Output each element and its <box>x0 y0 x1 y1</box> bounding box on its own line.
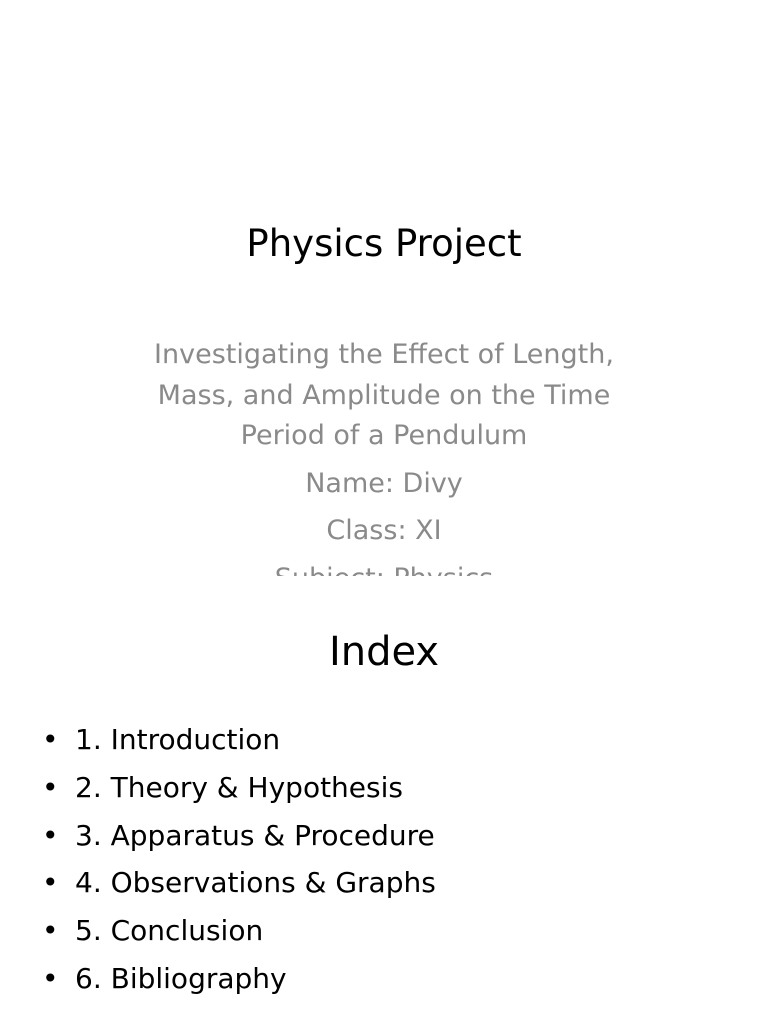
slide-title: Physics Project <box>246 222 522 265</box>
bullet-icon: • <box>42 770 59 804</box>
project-subtitle: Investigating the Effect of Length, Mass, and Amplitude on the Time Period of a Pendulum <box>154 339 614 451</box>
index-title: Index <box>328 629 440 675</box>
student-class: Class: XI <box>326 515 442 546</box>
bullet-icon: • <box>42 723 59 756</box>
index-list <box>42 716 436 1003</box>
bullet-icon: • <box>42 818 59 852</box>
list-item-label: 1. Introduction <box>75 723 281 756</box>
bullet-icon: • <box>42 866 59 900</box>
list-item <box>42 812 436 860</box>
list-item <box>42 764 436 812</box>
list-item-label: 3. Apparatus & Procedure <box>75 818 435 852</box>
list-item <box>42 907 436 955</box>
list-item-label: 4. Observations & Graphs <box>75 866 436 900</box>
list-item-label: 5. Conclusion <box>75 914 264 948</box>
bullet-icon: • <box>42 961 59 995</box>
subtitle-box <box>120 335 648 576</box>
student-name: Name: Divy <box>305 467 463 499</box>
list-item <box>42 859 436 907</box>
list-item <box>42 955 436 1003</box>
index-slide <box>0 576 768 1024</box>
list-item <box>42 716 436 764</box>
list-item-label: 6. Bibliography <box>75 961 287 995</box>
bullet-icon: • <box>42 914 59 948</box>
list-item-label: 2. Theory & Hypothesis <box>75 770 403 804</box>
